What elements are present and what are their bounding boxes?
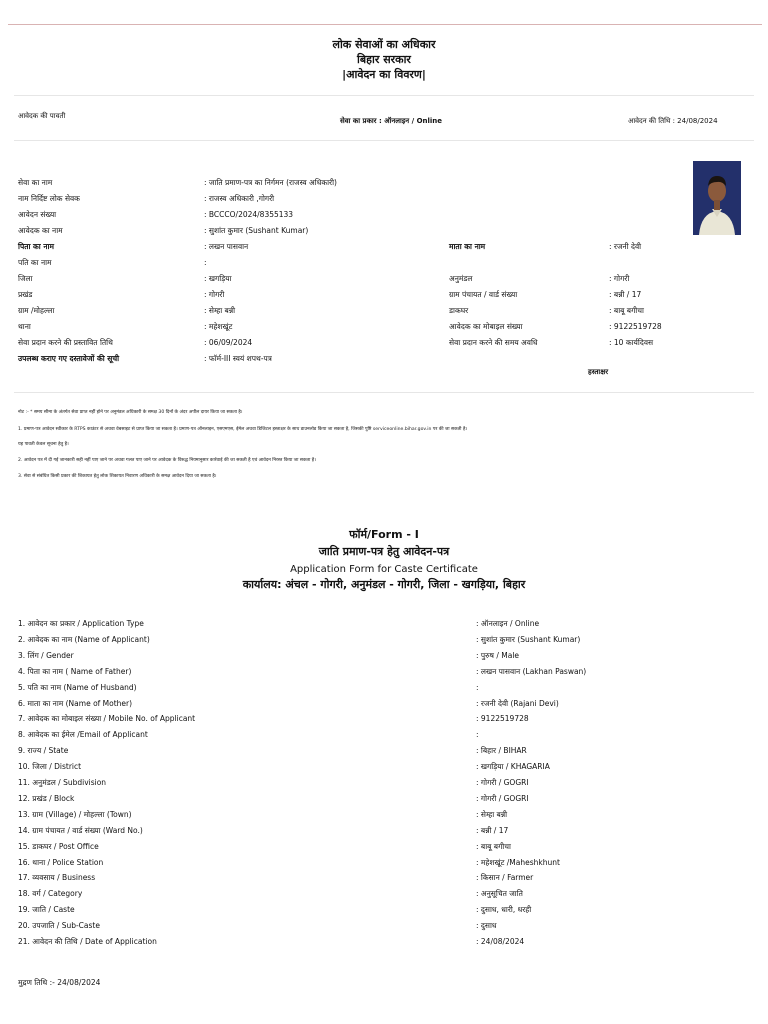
note-line: 1. प्रमाण-पत्र आवेदन स्वीकार के RTPS काउंटर से अथवा वेबसाइट से प्राप्त किया जा सकता है। प्रमाण-पत्र ऑनलाइन, एसएमएस, ईमेल अथवा डिजिटल हस्ताक्षर के साथ डाउनलोड किया जा सकता है, जिसकी पुष्टि serviceonline.bihar.gov.in पर की जा सकती है। bbox=[18, 427, 468, 432]
document-sheet bbox=[8, 24, 762, 1015]
detail-label: सेवा प्रदान करने की प्रस्तावित तिथि bbox=[18, 338, 113, 347]
detail-label: अनुमंडल bbox=[449, 274, 473, 283]
form-field-value: : बन्नी / 17 bbox=[476, 825, 509, 835]
form-field-label: 12. प्रखंड / Block bbox=[18, 793, 75, 803]
form-field-value: : bbox=[476, 682, 479, 692]
form-field-label: 14. ग्राम पंचायत / वार्ड संख्या (Ward No.) bbox=[18, 825, 143, 835]
form-field-value: : बाबू बगीचा bbox=[476, 841, 511, 851]
detail-value: : 9122519728 bbox=[609, 322, 662, 331]
applicant-photo bbox=[693, 161, 741, 235]
note-line: 2. आवेदन पत्र में दी गई जानकारी सही नहीं पाए जाने पर अथवा गलत पाए जाने पर आवेदक के विरुद्ध नियमानुसार कार्रवाई की जा सकती है एवं आवेदन निरस्त किया जा सकता है। bbox=[18, 458, 316, 463]
form-field-label: 1. आवेदन का प्रकार / Application Type bbox=[18, 619, 144, 628]
form-field-label: 9. राज्य / State bbox=[18, 746, 69, 756]
application-date: आवेदन की तिथि : 24/08/2024 bbox=[628, 117, 718, 125]
detail-label: थाना bbox=[18, 322, 31, 331]
divider bbox=[14, 95, 754, 96]
detail-value: : BCCCO/2024/8355133 bbox=[204, 210, 294, 219]
form-field-label: 7. आवेदक का मोबाइल संख्या / Mobile No. of Applicant bbox=[18, 714, 196, 724]
form-field-value: : ऑनलाइन / Online bbox=[476, 619, 540, 628]
form-field-label: 5. पति का नाम (Name of Husband) bbox=[18, 682, 137, 692]
detail-label: ग्राम पंचायत / वार्ड संख्या bbox=[449, 290, 518, 299]
detail-value: : 06/09/2024 bbox=[204, 338, 253, 347]
detail-label: उपलब्ध कराए गए दस्तावेजों की सूची bbox=[18, 354, 120, 363]
detail-label: सेवा का नाम bbox=[18, 178, 53, 187]
detail-label: डाकघर bbox=[449, 306, 469, 315]
form-field-label: 8. आवेदक का ईमेल /Email of Applicant bbox=[18, 730, 148, 740]
form-field-value: : bbox=[476, 730, 479, 740]
detail-label: पिता का नाम bbox=[18, 242, 54, 251]
form-field-label: 15. डाकघर / Post Office bbox=[18, 841, 99, 851]
form-field-label: 20. उपजाति / Sub-Caste bbox=[18, 921, 100, 931]
detail-value: : बन्नी / 17 bbox=[609, 290, 642, 299]
form-field-value: : लखन पासवान (Lakhan Paswan) bbox=[476, 666, 587, 676]
detail-label: आवेदन संख्या bbox=[18, 210, 57, 219]
detail-value: : सेम्हा बन्नी bbox=[204, 306, 236, 315]
office-line: कार्यालय: अंचल - गोगरी, अनुमंडल - गोगरी, जिला - खगड़िया, बिहार bbox=[242, 578, 526, 591]
form-field-value: : गोगरी / GOGRI bbox=[476, 793, 529, 803]
form-field-value: : अनुसूचित जाति bbox=[476, 889, 523, 899]
form-field-value: : 9122519728 bbox=[476, 714, 529, 724]
form-field-value: : किसान / Farmer bbox=[476, 873, 534, 883]
form-title-english: Application Form for Caste Certificate bbox=[290, 564, 478, 575]
form-field-value: : सुशांत कुमार (Sushant Kumar) bbox=[476, 634, 581, 644]
form-field-value: : गोगरी / GOGRI bbox=[476, 778, 529, 787]
detail-value: : जाति प्रमाण-पत्र का निर्गमन (राजस्व अधिकारी) bbox=[204, 178, 337, 187]
form-field-label: 18. वर्ग / Category bbox=[18, 889, 83, 899]
form-field-label: 17. व्यवसाय / Business bbox=[18, 873, 96, 883]
note-line: यह पावती केवल सूचना हेतु है। bbox=[18, 442, 69, 447]
applicant-copy-label: आवेदक की पावती bbox=[18, 112, 66, 120]
detail-label: आवेदक का नाम bbox=[18, 226, 63, 235]
detail-value: : रजनी देवी bbox=[609, 242, 642, 251]
form-field-value: : 24/08/2024 bbox=[476, 937, 525, 946]
detail-value: : खगड़िया bbox=[204, 274, 232, 283]
detail-value: : फॉर्म-III स्वयं शपथ-पत्र bbox=[204, 354, 272, 363]
detail-label: प्रखंड bbox=[18, 290, 33, 299]
form-field-value: : दुसाध bbox=[476, 921, 497, 931]
form-field-value: : खगड़िया / KHAGARIA bbox=[476, 762, 550, 772]
form-field-label: 19. जाति / Caste bbox=[18, 905, 75, 915]
detail-value: : लखन पासवान bbox=[204, 242, 249, 251]
form-field-value: : महेशखूंट /Maheshkhunt bbox=[476, 857, 560, 867]
form-field-value: : सेम्हा बन्नी bbox=[476, 809, 508, 819]
signature-label: हस्ताक्षर bbox=[588, 368, 609, 376]
header-title-2: बिहार सरकार bbox=[357, 53, 411, 66]
form-field-value: : पुरुष / Male bbox=[476, 650, 520, 660]
form-field-label: 2. आवेदक का नाम (Name of Applicant) bbox=[18, 634, 150, 644]
header-title-3: |आवेदन का विवरण| bbox=[342, 68, 426, 81]
form-field-label: 10. जिला / District bbox=[18, 762, 82, 772]
form-title-hindi: जाति प्रमाण-पत्र हेतु आवेदन-पत्र bbox=[318, 545, 450, 558]
detail-label: ग्राम /मोहल्ला bbox=[18, 306, 55, 315]
form-field-label: 13. ग्राम (Village) / मोहल्ला (Town) bbox=[18, 809, 132, 819]
form-field-label: 21. आवेदन की तिथि / Date of Application bbox=[18, 937, 157, 946]
service-type: सेवा का प्रकार : ऑनलाइन / Online bbox=[340, 117, 443, 125]
note-line: नोट :- * समय सीमा के अंतर्गत सेवा प्राप्त नहीं होने पर अनुमंडल अधिकारी के समक्ष 30 दिनों के अंदर अपील दायर किया जा सकता है। bbox=[18, 410, 243, 415]
detail-label: आवेदक का मोबाइल संख्या bbox=[449, 322, 523, 331]
detail-label: नाम निर्दिष्ट लोक सेवक bbox=[18, 194, 80, 203]
detail-value: : bbox=[204, 258, 207, 267]
detail-value: : गोगरी bbox=[204, 290, 225, 299]
detail-value: : गोगरी bbox=[609, 274, 630, 283]
note-line: 3. सेवा से संबंधित किसी प्रकार की शिकायत हेतु लोक शिकायत निवारण अधिकारी के समक्ष आवेदन दिया जा सकता है। bbox=[18, 474, 217, 479]
form-title: फॉर्म/Form - I bbox=[349, 528, 419, 541]
form-field-label: 3. लिंग / Gender bbox=[18, 650, 74, 660]
detail-value: : राजस्व अधिकारी ,गोगरी bbox=[204, 194, 275, 203]
form-field-value: : रजनी देवी (Rajani Devi) bbox=[476, 698, 559, 708]
detail-value: : 10 कार्यदिवस bbox=[609, 338, 654, 347]
detail-value: : सुशांत कुमार (Sushant Kumar) bbox=[204, 226, 309, 235]
form-field-value: : बिहार / BIHAR bbox=[476, 746, 527, 756]
detail-label: पति का नाम bbox=[18, 258, 52, 267]
header-title-1: लोक सेवाओं का अधिकार bbox=[332, 38, 436, 51]
form-field-label: 4. पिता का नाम ( Name of Father) bbox=[18, 666, 132, 676]
detail-label: जिला bbox=[18, 274, 33, 283]
divider bbox=[14, 392, 754, 393]
divider bbox=[14, 140, 754, 141]
print-date: मुद्रण तिथि :- 24/08/2024 bbox=[18, 978, 101, 987]
detail-label: माता का नाम bbox=[449, 242, 486, 251]
form-field-label: 6. माता का नाम (Name of Mother) bbox=[18, 698, 133, 708]
form-field-label: 16. थाना / Police Station bbox=[18, 857, 104, 867]
detail-value: : महेशखूंट bbox=[204, 322, 233, 331]
form-field-value: : दुसाध, धारी, धरही bbox=[476, 905, 532, 915]
detail-value: : बाबू बगीचा bbox=[609, 306, 644, 315]
form-field-label: 11. अनुमंडल / Subdivision bbox=[18, 778, 107, 787]
detail-label: सेवा प्रदान करने की समय अवधि bbox=[449, 338, 538, 347]
